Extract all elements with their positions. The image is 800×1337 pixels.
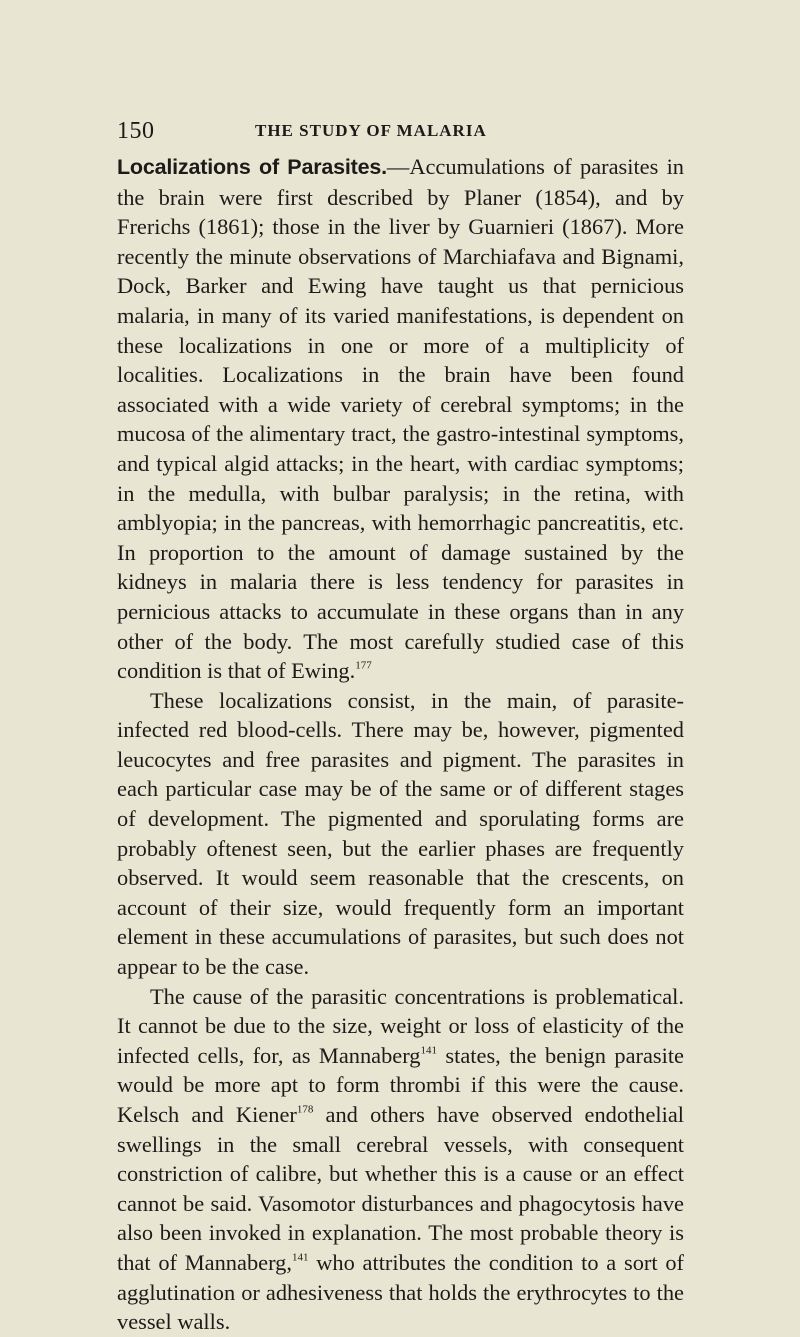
- footnote-reference: 141: [291, 1251, 309, 1264]
- paragraph-localizations: [117, 152, 684, 686]
- paragraph-composition: [117, 686, 684, 982]
- footnote-reference: 177: [355, 659, 372, 672]
- page-number: 150: [117, 118, 155, 144]
- paragraph-text: —Accumulations of parasites in the brain were first described by Planer (1854), and by Frerichs (1861); those in the liver by Guarnieri (1867). More recently the minute observations of Marchiafava and Bignami, Dock, Barker and Ewing have taught us that pernicious malaria, in many of its varied manifestations, is dependent on these localizations in one or more of a multiplicity of localities. Localizations in the brain have been found associated with a wide variety of cerebral symptoms; in the mucosa of the alimentary tract, the gastro-intestinal symptoms, and typical algid attacks; in the heart, with cardiac symptoms; in the medulla, with bulbar paralysis; in the retina, with amblyopia; in the pancreas, with hemorrhagic pancreatitis, etc. In proportion to the amount of damage sustained by the kidneys in malaria there is less tendency for parasites in pernicious attacks to accumulate in these organs than in any other of the body. The most carefully studied case of this condition is that of Ewing.: [117, 154, 684, 684]
- paragraph-text: and others have observed endothelial swellings in the small cerebral vessels, with consequent constriction of calibre, but whether this is a cause or an effect cannot be said. Vasomotor disturbances and phagocytosis have also been invoked in explanation. The most probable theory is that of Mannaberg,: [117, 1102, 684, 1275]
- footnote-reference: 178: [296, 1103, 314, 1116]
- paragraph-cause: [117, 982, 684, 1337]
- body-text: [117, 152, 684, 1337]
- paragraph-text: The cause of the parasitic concentrations is problematical. It cannot be due to the size, weight or loss of elasticity of the infected cells, for, as Mannaberg: [117, 983, 684, 1068]
- footnote-reference: 141: [420, 1044, 437, 1057]
- running-head: THE STUDY OF MALARIA: [255, 121, 487, 140]
- paragraph-text: states, the benign parasite would be more apt to form thrombi if this were the cause. Kelsch and Kiener: [117, 1042, 684, 1127]
- paragraph-text: These localizations consist, in the main, of parasite-infected red blood-cells. There may be, however, pigmented leucocytes and free parasites and pigment. The parasites in each particular case may be of the same or of different stages of development. The pigmented and sporulating forms are probably oftenest seen, but the earlier phases are frequently observed. It would seem reasonable that the crescents, on account of their size, would frequently form an important element in these accumulations of parasites, but such does not appear to be the case.: [117, 687, 684, 980]
- section-heading: Localizations of Parasites.: [117, 155, 387, 179]
- paragraph-text: who attributes the condition to a sort of agglutination or adhesiveness that holds the erythrocytes to the vessel walls.: [117, 1249, 685, 1335]
- page-header: [117, 116, 677, 146]
